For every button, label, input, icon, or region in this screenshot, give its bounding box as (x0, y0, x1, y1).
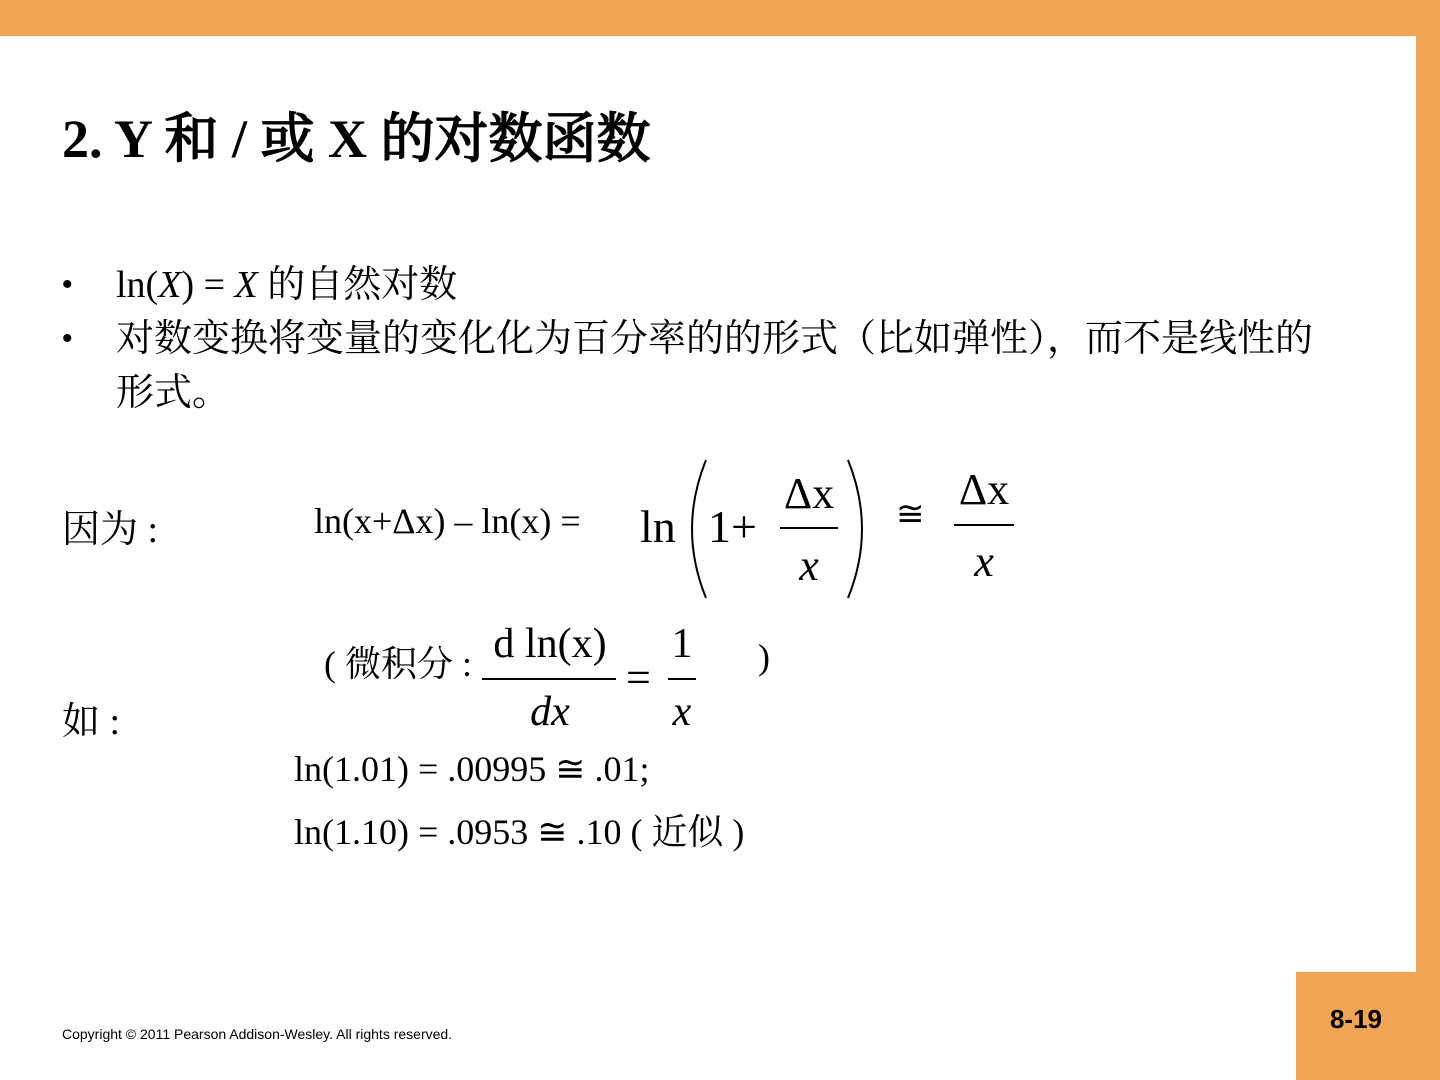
bullet-item (62, 258, 1332, 312)
rhs-denominator: x (974, 537, 994, 586)
copyright-text: Copyright © 2011 Pearson Addison-Wesley. All rights reserved. (62, 1026, 453, 1042)
bullet-icon: • (62, 268, 73, 301)
bullet-text: ln(X) = X 的自然对数 (116, 264, 458, 306)
example-line-1: ln(1.01) = .00995 ≅ .01; (294, 749, 650, 789)
example-label: 如 : (62, 701, 121, 743)
calculus-rhs-line (668, 678, 696, 680)
calculus-open: ( 微积分 : (324, 644, 472, 684)
calculus-denominator: dx (530, 689, 570, 735)
bullet-list (62, 258, 1332, 420)
calculus-numerator: d ln(x) (493, 621, 607, 667)
equation-ln: ln (640, 501, 676, 552)
equation-one-plus: 1+ (708, 501, 757, 552)
example-line-2: ln(1.10) = .0953 ≅ .10 ( 近似 ) (294, 812, 745, 852)
calculus-close: ) (758, 637, 770, 677)
rhs-numerator: Δx (958, 465, 1010, 514)
approx-symbol: ≅ (896, 496, 925, 533)
rhs-frac-line (954, 524, 1014, 526)
calculus-rhs-numerator: 1 (671, 621, 693, 667)
calculus-frac-line (482, 678, 616, 680)
because-label: 因为 : (62, 509, 159, 551)
calculus-equals: = (626, 653, 651, 702)
equation-frac-denominator: x (799, 541, 819, 590)
equation-frac-numerator: Δx (783, 469, 835, 518)
right-accent-bar (1416, 36, 1440, 1080)
page-number: 8-19 (1329, 1004, 1383, 1034)
equation-lhs: ln(x+Δx) – ln(x) = (314, 501, 581, 541)
bullet-icon: • (62, 322, 73, 355)
equation-frac-line (780, 527, 838, 529)
bullet-text: 对数变换将变量的变化化为百分率的的形式（比如弹性），而不是线性的形式。 (116, 318, 1314, 414)
bullet-item (62, 312, 1332, 420)
calculus-rhs-denominator: x (672, 689, 692, 735)
top-accent-bar (0, 0, 1440, 36)
slide-title: 2. Y 和 / 或 X 的对数函数 (62, 109, 651, 169)
